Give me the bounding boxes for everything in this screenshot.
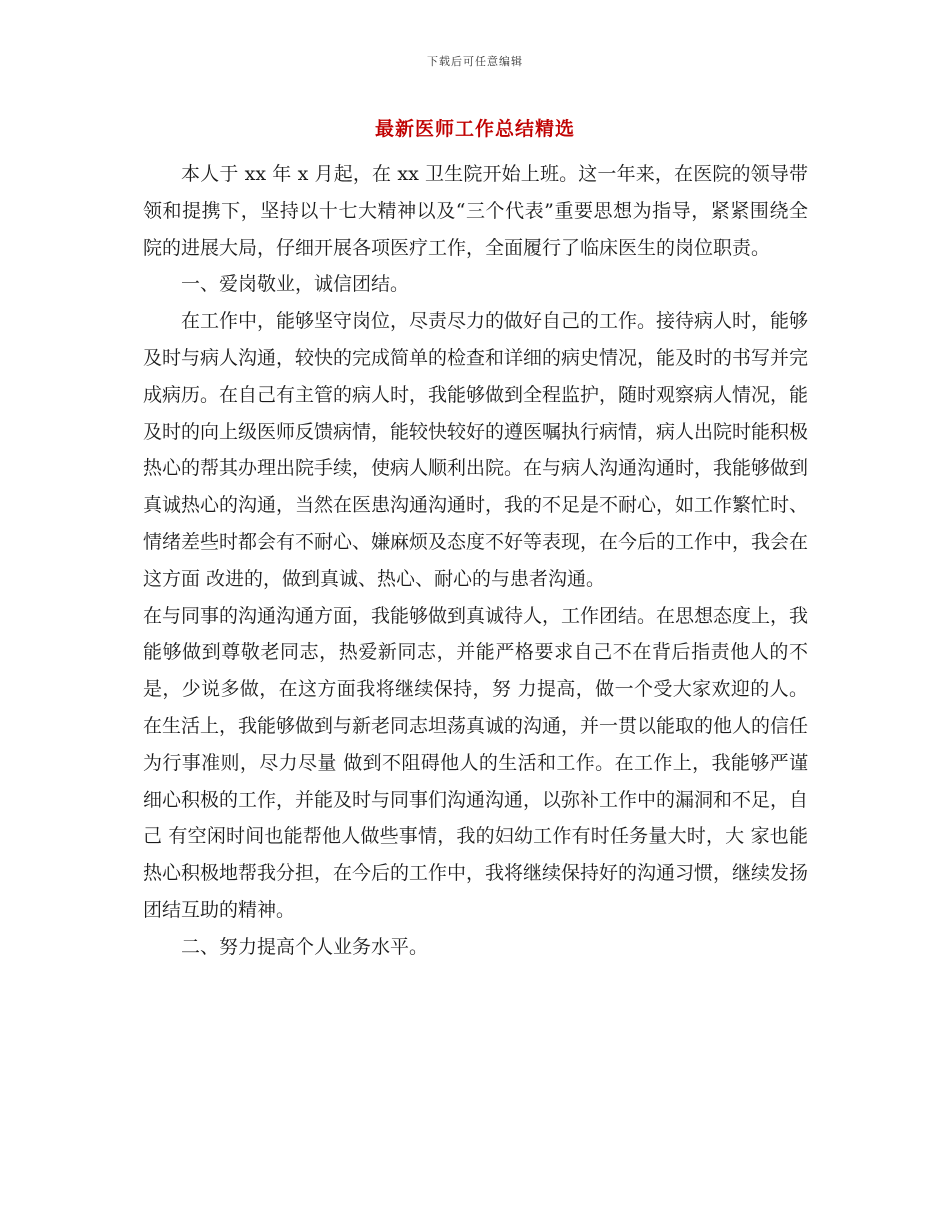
page-header: 下载后可任意编辑 bbox=[427, 55, 523, 68]
paragraph-work: 在工作中，能够坚守岗位，尽责尽力的做好自己的工作。接待病人时，能够及时与病人沟通，较快的完成简单的检查和详细的病史情况，能及时的书写并完成病历。在自己有主管的病人时，我能够做到全程监护，随时观察病人情况，能及时的向上级医师反馈病情，能较快较好的遵医嘱执行病情，病人出院时能积极热心的帮其办理出院手续，使病人顺利出院。在与病人沟通沟通时，我能够做到真诚热心的沟通，当然在医患沟通沟通时，我的不足是不耐心，如工作繁忙时、情绪差些时都会有不耐心、嫌麻烦及态度不好等表现，在今后的工作中，我会在这方面 改进的，做到真诚、热心、耐心的与患者沟通。 bbox=[143, 310, 809, 590]
section-heading-1: 一、爱岗敬业，诚信团结。 bbox=[181, 273, 410, 296]
document-title: 最新医师工作总结精选 bbox=[374, 118, 575, 140]
paragraph-colleagues: 在与同事的沟通沟通方面，我能够做到真诚待人，工作团结。在思想态度上，我能够做到尊敬老同志，热爱新同志，并能严格要求自己不在背后指责他人的不是，少说多做，在这方面我将继续保持，努 力提高，做一个受大家欢迎的人。在生活上，我能够做到与新老同志坦荡真诚的沟通，并一贯以能取的他人的信任为行事准则，尽力尽量 做到不阻碍他人的生活和工作。在工作上，我能够严谨细心积极的工作，并能及时与同事们沟通沟通，以弥补工作中的漏洞和不足，自己 有空闲时间也能帮他人做些事情，我的妇幼工作有时任务量大时，大 家也能热心积极地帮我分担，在今后的工作中，我将继续保持好的沟通习惯，继续发扬团结互助的精神。 bbox=[143, 604, 809, 921]
section-heading-2: 二、努力提高个人业务水平。 bbox=[181, 935, 429, 958]
document-body bbox=[143, 156, 808, 966]
paragraph-intro: 本人于 xx 年 x 月起，在 xx 卫生院开始上班。这一年来，在医院的领导带领和提携下，坚持以十七大精神以及“三个代表”重要思想为指导，紧紧围绕全院的进展大局，仔细开展各项医疗工作，全面履行了临床医生的岗位职责。 bbox=[143, 163, 808, 259]
